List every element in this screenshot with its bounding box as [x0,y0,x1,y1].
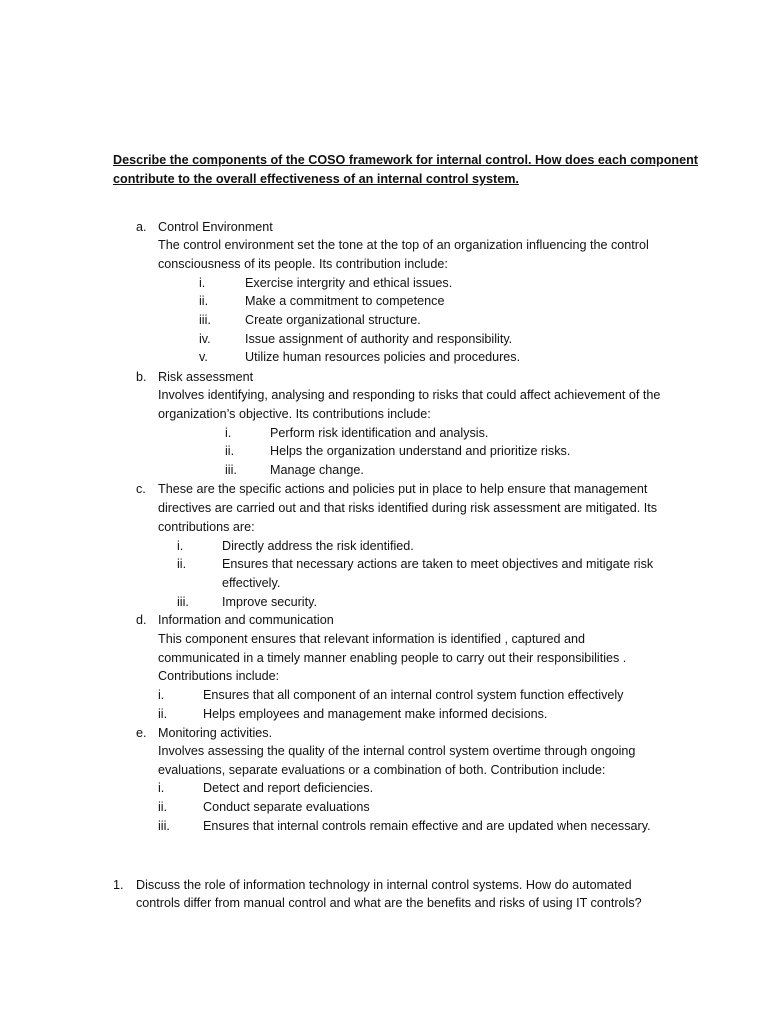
component-b-item-2-text: Helps the organization understand and prioritize risks. [270,444,571,458]
component-c-item-2-text: Ensures that necessary actions are taken to meet objectives and mitigate risk [222,557,654,571]
component-d-desc-2: communicated in a timely manner enabling people to carry out their responsibilities . [158,651,627,665]
component-e-item-1-text: Detect and report deficiencies. [203,781,374,795]
component-e-desc-1: Involves assessing the quality of the internal control system overtime through ongoing [158,744,636,758]
component-e-item-2-numeral: ii. [158,800,168,814]
component-b-item-1-text: Perform risk identification and analysis. [270,426,489,440]
component-b-item-3-numeral: iii. [225,463,237,477]
component-a-item-5-numeral: v. [199,350,208,364]
next-question-line-1: Discuss the role of information technology in internal control systems. How do automated [136,878,632,892]
component-d-title: Information and communication [158,613,334,627]
component-a-desc-1: The control environment set the tone at the top of an organization influencing the control [158,238,649,252]
component-a-item-3-numeral: iii. [199,313,211,327]
component-d-desc-3: Contributions include: [158,669,280,683]
component-a-item-4-numeral: iv. [199,332,211,346]
component-d-desc-1: This component ensures that relevant information is identified , captured and [158,632,586,646]
component-a-desc-2: consciousness of its people. Its contribution include: [158,257,448,271]
component-a-item-1-text: Exercise intergrity and ethical issues. [245,276,453,290]
component-c-item-3-numeral: iii. [177,595,189,609]
component-d-item-2-numeral: ii. [158,707,168,721]
component-b-desc-2: organization’s objective. Its contributions include: [158,407,431,421]
component-c-desc-3: contributions are: [158,520,255,534]
component-c-item-2-text-cont: effectively. [222,576,281,590]
component-b-item-1-numeral: i. [225,426,232,440]
component-d-item-1-text: Ensures that all component of an internal control system function effectively [203,688,624,702]
component-a-item-2-text: Make a commitment to competence [245,294,445,308]
component-e-item-3-text: Ensures that internal controls remain effective and are updated when necessary. [203,819,651,833]
component-e-item-2-text: Conduct separate evaluations [203,800,370,814]
component-a-item-3-text: Create organizational structure. [245,313,421,327]
component-c-desc-2: directives are carried out and that risks identified during risk assessment are mitigated. Its [158,501,658,515]
component-a-letter: a. [136,220,147,234]
component-b-title: Risk assessment [158,370,254,384]
component-e-item-3-numeral: iii. [158,819,170,833]
component-e-item-1-numeral: i. [158,781,165,795]
next-question-line-2: controls differ from manual control and what are the benefits and risks of using IT controls? [136,896,642,910]
component-c-letter: c. [136,482,146,496]
component-b-item-2-numeral: ii. [225,444,235,458]
next-question-number: 1. [113,878,124,892]
component-a-item-4-text: Issue assignment of authority and responsibility. [245,332,513,346]
component-b-letter: b. [136,370,147,384]
component-a-title: Control Environment [158,220,273,234]
component-e-title: Monitoring activities. [158,726,273,740]
component-d-item-2-text: Helps employees and management make informed decisions. [203,707,548,721]
component-a-item-1-numeral: i. [199,276,206,290]
component-a-item-5-text: Utilize human resources policies and procedures. [245,350,521,364]
question-heading-line-2: contribute to the overall effectiveness of an internal control system. [113,172,519,186]
component-e-letter: e. [136,726,147,740]
question-heading-line-1: Describe the components of the COSO framework for internal control. How does each component [113,153,699,167]
component-b-item-3-text: Manage change. [270,463,364,477]
component-e-desc-2: evaluations, separate evaluations or a combination of both. Contribution include: [158,763,606,777]
component-c-item-2-numeral: ii. [177,557,187,571]
component-b-desc-1: Involves identifying, analysing and responding to risks that could affect achievement of the [158,388,661,402]
component-d-item-1-numeral: i. [158,688,165,702]
component-d-letter: d. [136,613,147,627]
component-c-desc-1: These are the specific actions and policies put in place to help ensure that management [158,482,648,496]
component-c-item-1-numeral: i. [177,539,184,553]
component-a-item-2-numeral: ii. [199,294,209,308]
component-c-item-3-text: Improve security. [222,595,317,609]
component-c-item-1-text: Directly address the risk identified. [222,539,414,553]
